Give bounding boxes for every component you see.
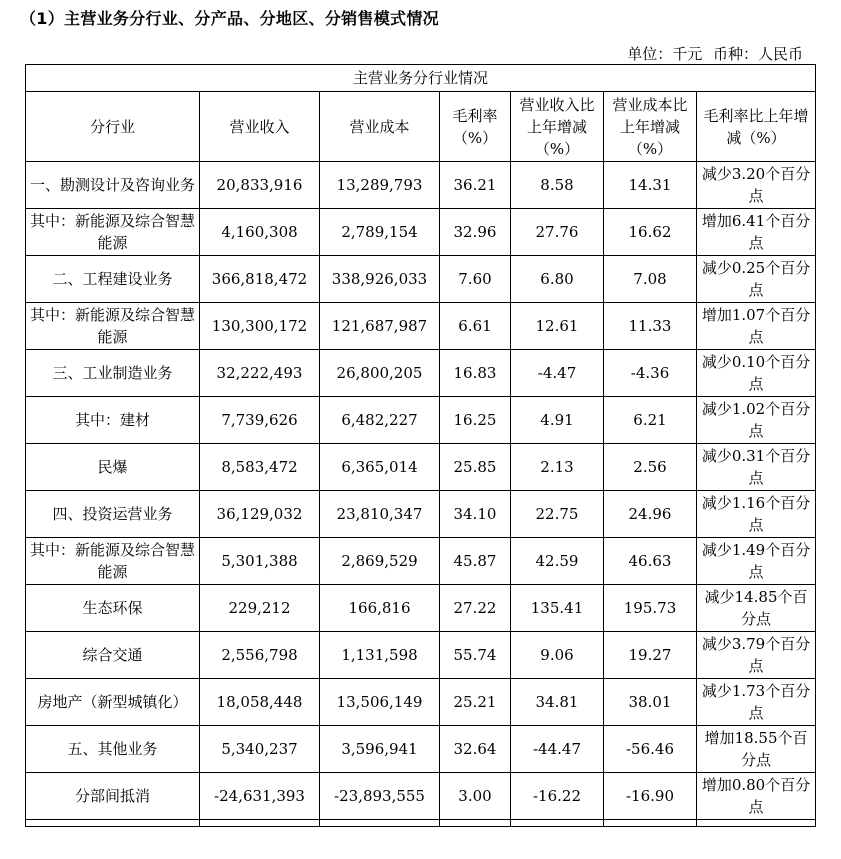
col-header-margin: 毛利率（%） bbox=[440, 92, 511, 162]
row-revenue: -24,631,393 bbox=[200, 773, 320, 820]
row-cost-change: 16.62 bbox=[604, 209, 697, 256]
row-cost: 13,506,149 bbox=[320, 679, 440, 726]
row-industry-name: 一、勘测设计及咨询业务 bbox=[26, 162, 200, 209]
table-row bbox=[26, 632, 816, 679]
row-industry-name: 其中：新能源及综合智慧能源 bbox=[26, 209, 200, 256]
row-revenue: 36,129,032 bbox=[200, 491, 320, 538]
row-rev-change: -44.47 bbox=[511, 726, 604, 773]
row-margin-change: 减少1.16个百分点 bbox=[697, 491, 816, 538]
row-industry-name: 其中：新能源及综合智慧能源 bbox=[26, 303, 200, 350]
row-industry-name: 五、其他业务 bbox=[26, 726, 200, 773]
row-rev-change: 42.59 bbox=[511, 538, 604, 585]
row-margin-change: 减少1.49个百分点 bbox=[697, 538, 816, 585]
table-row bbox=[26, 397, 816, 444]
row-margin: 32.96 bbox=[440, 209, 511, 256]
row-margin-change: 增加18.55个百分点 bbox=[697, 726, 816, 773]
row-revenue: 2,556,798 bbox=[200, 632, 320, 679]
row-revenue: 130,300,172 bbox=[200, 303, 320, 350]
table-row bbox=[26, 350, 816, 397]
row-cost-change: 6.21 bbox=[604, 397, 697, 444]
row-margin: 34.10 bbox=[440, 491, 511, 538]
row-industry-name: 房地产（新型城镇化） bbox=[26, 679, 200, 726]
row-cost: 338,926,033 bbox=[320, 256, 440, 303]
row-industry-name: 二、工程建设业务 bbox=[26, 256, 200, 303]
table-row bbox=[26, 209, 816, 256]
row-rev-change: 4.91 bbox=[511, 397, 604, 444]
row-margin: 55.74 bbox=[440, 632, 511, 679]
row-margin-change: 减少1.02个百分点 bbox=[697, 397, 816, 444]
row-margin-change: 减少3.20个百分点 bbox=[697, 162, 816, 209]
row-margin-change: 减少0.10个百分点 bbox=[697, 350, 816, 397]
row-revenue: 4,160,308 bbox=[200, 209, 320, 256]
row-cost: 121,687,987 bbox=[320, 303, 440, 350]
row-margin: 45.87 bbox=[440, 538, 511, 585]
header-row bbox=[26, 92, 816, 162]
currency-label: 币种：人民币 bbox=[712, 45, 803, 63]
row-rev-change: 22.75 bbox=[511, 491, 604, 538]
col-header-revenue: 营业收入 bbox=[200, 92, 320, 162]
row-margin: 32.64 bbox=[440, 726, 511, 773]
table-row bbox=[26, 444, 816, 491]
table-row bbox=[26, 491, 816, 538]
row-cost: 3,596,941 bbox=[320, 726, 440, 773]
row-cost-change: -4.36 bbox=[604, 350, 697, 397]
row-cost-change: -16.90 bbox=[604, 773, 697, 820]
row-cost: 2,789,154 bbox=[320, 209, 440, 256]
row-cost-change: 14.31 bbox=[604, 162, 697, 209]
row-margin: 36.21 bbox=[440, 162, 511, 209]
row-rev-change: -4.47 bbox=[511, 350, 604, 397]
row-margin-change: 减少14.85个百分点 bbox=[697, 585, 816, 632]
row-rev-change: 27.76 bbox=[511, 209, 604, 256]
row-rev-change: 9.06 bbox=[511, 632, 604, 679]
row-margin-change: 减少0.25个百分点 bbox=[697, 256, 816, 303]
row-cost-change: 46.63 bbox=[604, 538, 697, 585]
table-row bbox=[26, 726, 816, 773]
row-revenue: 32,222,493 bbox=[200, 350, 320, 397]
row-cost: 26,800,205 bbox=[320, 350, 440, 397]
col-header-margin-change: 毛利率比上年增减（%） bbox=[697, 92, 816, 162]
row-revenue: 5,340,237 bbox=[200, 726, 320, 773]
row-revenue: 7,739,626 bbox=[200, 397, 320, 444]
row-cost: 23,810,347 bbox=[320, 491, 440, 538]
table-caption: 主营业务分行业情况 bbox=[26, 65, 816, 92]
row-margin: 6.61 bbox=[440, 303, 511, 350]
row-cost-change: 11.33 bbox=[604, 303, 697, 350]
row-cost-change: 2.56 bbox=[604, 444, 697, 491]
row-margin-change: 减少3.79个百分点 bbox=[697, 632, 816, 679]
row-margin-change: 增加6.41个百分点 bbox=[697, 209, 816, 256]
unit-label: 单位：千元 bbox=[627, 45, 703, 63]
row-cost-change: 7.08 bbox=[604, 256, 697, 303]
table-row bbox=[26, 538, 816, 585]
row-industry-name: 其中：建材 bbox=[26, 397, 200, 444]
row-cost: 166,816 bbox=[320, 585, 440, 632]
row-margin: 25.21 bbox=[440, 679, 511, 726]
row-margin-change: 减少1.73个百分点 bbox=[697, 679, 816, 726]
row-industry-name: 综合交通 bbox=[26, 632, 200, 679]
row-cost-change: 24.96 bbox=[604, 491, 697, 538]
row-revenue: 18,058,448 bbox=[200, 679, 320, 726]
col-header-cost-change: 营业成本比上年增减（%） bbox=[604, 92, 697, 162]
row-cost-change: 38.01 bbox=[604, 679, 697, 726]
row-margin: 3.00 bbox=[440, 773, 511, 820]
row-revenue: 20,833,916 bbox=[200, 162, 320, 209]
row-cost-change: 195.73 bbox=[604, 585, 697, 632]
row-rev-change: 135.41 bbox=[511, 585, 604, 632]
row-revenue: 5,301,388 bbox=[200, 538, 320, 585]
row-margin: 25.85 bbox=[440, 444, 511, 491]
segment-table bbox=[25, 64, 816, 827]
row-cost: 2,869,529 bbox=[320, 538, 440, 585]
row-rev-change: 6.80 bbox=[511, 256, 604, 303]
table-row bbox=[26, 773, 816, 820]
row-cost-change: 19.27 bbox=[604, 632, 697, 679]
row-industry-name: 四、投资运营业务 bbox=[26, 491, 200, 538]
col-header-industry: 分行业 bbox=[26, 92, 200, 162]
row-rev-change: 2.13 bbox=[511, 444, 604, 491]
row-margin: 16.83 bbox=[440, 350, 511, 397]
table-row bbox=[26, 679, 816, 726]
table-row bbox=[26, 162, 816, 209]
row-margin-change: 增加1.07个百分点 bbox=[697, 303, 816, 350]
row-margin: 27.22 bbox=[440, 585, 511, 632]
table-row bbox=[26, 303, 816, 350]
row-rev-change: 34.81 bbox=[511, 679, 604, 726]
row-cost-change: -56.46 bbox=[604, 726, 697, 773]
row-cost: 13,289,793 bbox=[320, 162, 440, 209]
row-industry-name: 其中：新能源及综合智慧能源 bbox=[26, 538, 200, 585]
row-cost: 6,365,014 bbox=[320, 444, 440, 491]
table-row bbox=[26, 256, 816, 303]
row-rev-change: 12.61 bbox=[511, 303, 604, 350]
unit-line bbox=[621, 43, 803, 64]
table-row bbox=[26, 585, 816, 632]
row-rev-change: 8.58 bbox=[511, 162, 604, 209]
section-heading: （1）主营业务分行业、分产品、分地区、分销售模式情况 bbox=[20, 9, 439, 28]
row-industry-name: 分部间抵消 bbox=[26, 773, 200, 820]
row-revenue: 229,212 bbox=[200, 585, 320, 632]
row-cost: -23,893,555 bbox=[320, 773, 440, 820]
row-margin: 16.25 bbox=[440, 397, 511, 444]
row-cost: 6,482,227 bbox=[320, 397, 440, 444]
row-margin-change: 增加0.80个百分点 bbox=[697, 773, 816, 820]
row-cost: 1,131,598 bbox=[320, 632, 440, 679]
col-header-revenue-change: 营业收入比上年增减（%） bbox=[511, 92, 604, 162]
col-header-cost: 营业成本 bbox=[320, 92, 440, 162]
row-industry-name: 三、工业制造业务 bbox=[26, 350, 200, 397]
row-industry-name: 民爆 bbox=[26, 444, 200, 491]
row-margin-change: 减少0.31个百分点 bbox=[697, 444, 816, 491]
row-revenue: 366,818,472 bbox=[200, 256, 320, 303]
row-revenue: 8,583,472 bbox=[200, 444, 320, 491]
row-rev-change: -16.22 bbox=[511, 773, 604, 820]
row-margin: 7.60 bbox=[440, 256, 511, 303]
row-industry-name: 生态环保 bbox=[26, 585, 200, 632]
table-continuation bbox=[26, 820, 816, 827]
